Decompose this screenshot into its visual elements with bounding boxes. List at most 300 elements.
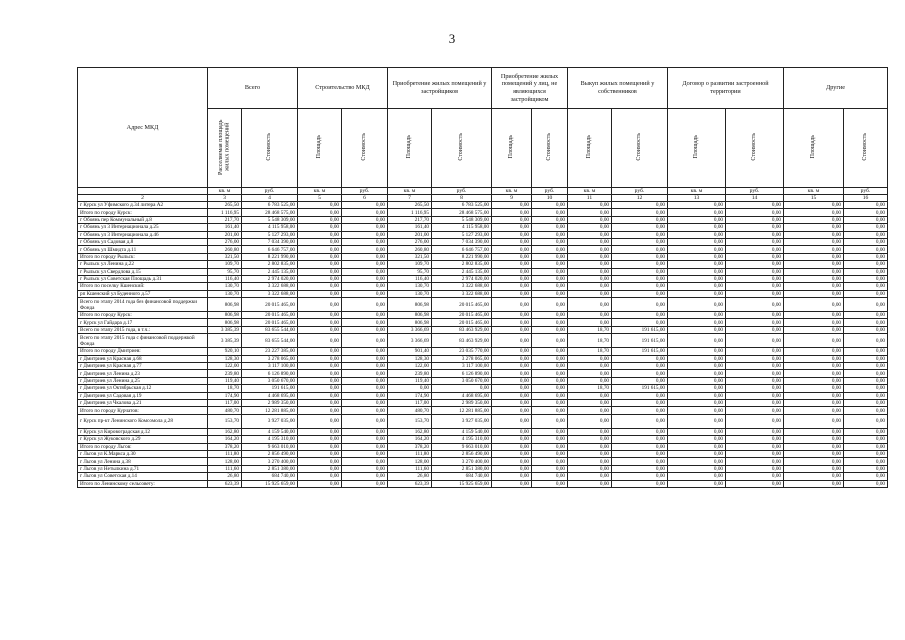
value-cell: 0,00 — [612, 355, 668, 362]
value-cell: 0,00 — [568, 231, 612, 238]
value-cell: 0,00 — [532, 436, 568, 443]
value-cell: 0,00 — [668, 216, 726, 223]
value-cell: 0,00 — [492, 480, 532, 487]
value-cell: 191 615,00 — [612, 348, 668, 355]
value-cell: 0,00 — [298, 385, 342, 392]
unit-label: руб. — [432, 188, 492, 195]
units-address-cell — [78, 188, 208, 195]
value-cell: 0,00 — [568, 443, 612, 450]
table-row — [78, 298, 888, 312]
value-cell: 3 366,69 — [388, 334, 432, 348]
value-cell: 0,00 — [492, 268, 532, 275]
value-cell: 0,00 — [492, 399, 532, 406]
unit-label: кв. м — [208, 188, 242, 195]
value-cell: 0,00 — [784, 355, 844, 362]
value-cell: 0,00 — [844, 473, 888, 480]
value-cell: 117,00 — [388, 399, 432, 406]
subcolumn-label: Стоимость — [546, 133, 553, 161]
header-numbers-row — [78, 195, 888, 202]
column-number: 16 — [844, 195, 888, 202]
value-cell: 3 050 670,00 — [242, 377, 298, 384]
value-cell: 0,00 — [342, 268, 388, 275]
table-row — [78, 392, 888, 399]
value-cell: 0,00 — [342, 326, 388, 333]
value-cell: 0,00 — [298, 414, 342, 428]
value-cell: 0,00 — [726, 290, 784, 297]
value-cell: 0,00 — [342, 246, 388, 253]
value-cell: 23 227 385,00 — [242, 348, 298, 355]
value-cell: 0,00 — [668, 334, 726, 348]
table-row — [78, 238, 888, 245]
column-number: 13 — [668, 195, 726, 202]
value-cell: 0,00 — [612, 443, 668, 450]
value-cell: 5 127 293,00 — [242, 231, 298, 238]
table-row — [78, 312, 888, 319]
value-cell: 9 663 010,00 — [242, 443, 298, 450]
value-cell: 26,80 — [208, 473, 242, 480]
value-cell: 12 281 885,00 — [242, 407, 298, 414]
value-cell: 0,00 — [568, 414, 612, 428]
value-cell: 0,00 — [668, 377, 726, 384]
address-cell: г Льгов ул К.Маркса д.30 — [78, 450, 208, 457]
value-cell: 0,00 — [568, 216, 612, 223]
value-cell: 15 925 659,00 — [242, 480, 298, 487]
value-cell: 0,00 — [532, 231, 568, 238]
value-cell: 0,00 — [532, 473, 568, 480]
value-cell: 95,70 — [208, 268, 242, 275]
value-cell: 0,00 — [668, 370, 726, 377]
subcolumn-label: Расселяемая площадь жилых помещений — [217, 119, 231, 175]
value-cell: 0,00 — [844, 326, 888, 333]
value-cell: 0,00 — [726, 473, 784, 480]
value-cell: 0,00 — [532, 202, 568, 209]
value-cell: 0,00 — [492, 298, 532, 312]
value-cell: 0,00 — [568, 355, 612, 362]
value-cell: 0,00 — [668, 385, 726, 392]
value-cell: 0,00 — [612, 407, 668, 414]
address-cell: г Дмитриев ул Красная д.77 — [78, 363, 208, 370]
value-cell: 0,00 — [612, 428, 668, 435]
value-cell: 0,00 — [568, 238, 612, 245]
subcolumn-label: Площадь — [810, 135, 817, 159]
address-cell: г Курск ул Гайдара д.17 — [78, 319, 208, 326]
column-number: 2 — [78, 195, 208, 202]
value-cell: 0,00 — [784, 480, 844, 487]
value-cell: 122,00 — [388, 363, 432, 370]
value-cell: 20 015 465,00 — [242, 319, 298, 326]
value-cell: 0,00 — [298, 355, 342, 362]
column-number: 7 — [388, 195, 432, 202]
value-cell: 119,40 — [388, 377, 432, 384]
value-cell: 122,00 — [208, 363, 242, 370]
value-cell: 130,70 — [388, 290, 432, 297]
value-cell: 0,00 — [568, 290, 612, 297]
value-cell: 3 322 688,00 — [432, 283, 492, 290]
value-cell: 0,00 — [298, 473, 342, 480]
value-cell: 0,00 — [668, 480, 726, 487]
value-cell: 5 548 309,00 — [432, 216, 492, 223]
value-cell: 0,00 — [568, 428, 612, 435]
table-row — [78, 450, 888, 457]
value-cell: 3 270 400,00 — [242, 458, 298, 465]
table-row — [78, 202, 888, 209]
value-cell: 0,00 — [298, 407, 342, 414]
value-cell: 276,00 — [388, 238, 432, 245]
value-cell: 4 195 310,00 — [432, 436, 492, 443]
value-cell: 217,70 — [208, 216, 242, 223]
value-cell: 0,00 — [844, 443, 888, 450]
value-cell: 0,00 — [298, 334, 342, 348]
table-row — [78, 253, 888, 260]
value-cell: 0,00 — [568, 209, 612, 216]
value-cell: 18,70 — [208, 385, 242, 392]
value-cell: 174,90 — [388, 392, 432, 399]
table-row — [78, 436, 888, 443]
column-number: 4 — [242, 195, 298, 202]
value-cell: 0,00 — [342, 450, 388, 457]
value-cell: 0,00 — [726, 224, 784, 231]
table-row — [78, 399, 888, 406]
value-cell: 0,00 — [342, 334, 388, 348]
value-cell: 130,70 — [208, 290, 242, 297]
value-cell: 0,00 — [668, 268, 726, 275]
value-cell: 0,00 — [726, 238, 784, 245]
unit-label: руб. — [726, 188, 784, 195]
value-cell: 116,40 — [208, 275, 242, 282]
value-cell: 378,20 — [388, 443, 432, 450]
value-cell: 0,00 — [612, 363, 668, 370]
value-cell: 3 366,69 — [388, 326, 432, 333]
subcolumn-label: Стоимость — [458, 133, 465, 161]
value-cell: 7 034 390,00 — [432, 238, 492, 245]
address-cell: Итого по городу Курчатов: — [78, 407, 208, 414]
column-number: 11 — [568, 195, 612, 202]
value-cell: 0,00 — [342, 377, 388, 384]
table-row — [78, 334, 888, 348]
value-cell: 0,00 — [568, 473, 612, 480]
value-cell: 174,90 — [208, 392, 242, 399]
table-row — [78, 283, 888, 290]
value-cell: 480,70 — [388, 407, 432, 414]
value-cell: 0,00 — [784, 392, 844, 399]
value-cell: 111,80 — [388, 450, 432, 457]
value-cell: 0,00 — [844, 209, 888, 216]
subcolumn-header — [388, 109, 432, 188]
value-cell: 2 856 490,00 — [432, 450, 492, 457]
value-cell: 0,00 — [612, 202, 668, 209]
value-cell: 0,00 — [668, 348, 726, 355]
value-cell: 0,00 — [844, 348, 888, 355]
value-cell: 0,00 — [726, 319, 784, 326]
value-cell: 0,00 — [784, 407, 844, 414]
value-cell: 3 278 065,00 — [242, 355, 298, 362]
value-cell: 0,00 — [668, 443, 726, 450]
page-number: 3 — [448, 31, 456, 46]
value-cell: 0,00 — [726, 392, 784, 399]
value-cell: 0,00 — [784, 290, 844, 297]
address-cell: г Льгов ул Советская д.14 — [78, 473, 208, 480]
value-cell: 0,00 — [532, 480, 568, 487]
value-cell: 0,00 — [668, 319, 726, 326]
value-cell: 0,00 — [568, 224, 612, 231]
value-cell: 4 468 695,00 — [242, 392, 298, 399]
value-cell: 0,00 — [612, 224, 668, 231]
table-row — [78, 407, 888, 414]
value-cell: 0,00 — [784, 428, 844, 435]
address-cell: Всего по этапу 2014 года без финансовой поддержки Фонда — [78, 298, 208, 312]
value-cell: 0,00 — [612, 209, 668, 216]
value-cell: 12 281 885,00 — [432, 407, 492, 414]
subcolumn-label: Площадь — [406, 135, 413, 159]
table-row — [78, 326, 888, 333]
value-cell: 95,70 — [388, 268, 432, 275]
value-cell: 0,00 — [726, 414, 784, 428]
table-row — [78, 209, 888, 216]
address-cell: г Обоянь ул Садовая д.8 — [78, 238, 208, 245]
value-cell: 6 126 890,00 — [432, 370, 492, 377]
value-cell: 0,00 — [784, 370, 844, 377]
value-cell: 191 615,00 — [612, 334, 668, 348]
value-cell: 3 927 035,00 — [432, 414, 492, 428]
value-cell: 0,00 — [612, 238, 668, 245]
column-number: 3 — [208, 195, 242, 202]
value-cell: 3 385,39 — [208, 326, 242, 333]
table-row — [78, 465, 888, 472]
table-row — [78, 473, 888, 480]
value-cell: 0,00 — [726, 246, 784, 253]
value-cell: 0,00 — [492, 473, 532, 480]
value-cell: 191 615,00 — [612, 385, 668, 392]
subcolumn-header — [532, 109, 568, 188]
value-cell: 0,00 — [492, 428, 532, 435]
value-cell: 217,70 — [388, 216, 432, 223]
value-cell: 0,00 — [726, 334, 784, 348]
value-cell: 0,00 — [298, 261, 342, 268]
value-cell: 0,00 — [668, 428, 726, 435]
value-cell: 0,00 — [492, 326, 532, 333]
value-cell: 0,00 — [726, 436, 784, 443]
value-cell: 8 221 990,00 — [242, 253, 298, 260]
value-cell: 0,00 — [568, 436, 612, 443]
value-cell: 0,00 — [298, 283, 342, 290]
value-cell: 83 655 544,00 — [242, 334, 298, 348]
value-cell: 0,00 — [342, 231, 388, 238]
value-cell: 6 126 890,00 — [242, 370, 298, 377]
value-cell: 0,00 — [568, 480, 612, 487]
table-row — [78, 363, 888, 370]
value-cell: 161,40 — [208, 224, 242, 231]
subcolumn-header — [612, 109, 668, 188]
value-cell: 0,00 — [532, 458, 568, 465]
value-cell: 0,00 — [342, 436, 388, 443]
value-cell: 3 322 688,00 — [432, 290, 492, 297]
value-cell: 0,00 — [784, 458, 844, 465]
value-cell: 0,00 — [342, 480, 388, 487]
value-cell: 0,00 — [668, 399, 726, 406]
value-cell: 0,00 — [492, 224, 532, 231]
value-cell: 0,00 — [668, 246, 726, 253]
value-cell: 0,00 — [844, 407, 888, 414]
value-cell: 0,00 — [532, 312, 568, 319]
value-cell: 0,00 — [298, 312, 342, 319]
value-cell: 0,00 — [298, 370, 342, 377]
value-cell: 0,00 — [342, 224, 388, 231]
value-cell: 806,98 — [208, 319, 242, 326]
value-cell: 3 322 688,00 — [242, 283, 298, 290]
value-cell: 0,00 — [492, 348, 532, 355]
column-number: 5 — [298, 195, 342, 202]
subcolumn-header — [568, 109, 612, 188]
value-cell: 0,00 — [844, 370, 888, 377]
value-cell: 0,00 — [784, 312, 844, 319]
unit-label: кв. м — [784, 188, 844, 195]
unit-label: кв. м — [492, 188, 532, 195]
group-header: Договор о развитии застроенной территории — [668, 68, 784, 109]
value-cell: 83 463 929,00 — [432, 326, 492, 333]
address-cell: рп Кшенский ул Буденного д.57 — [78, 290, 208, 297]
value-cell: 0,00 — [342, 298, 388, 312]
value-cell: 9 663 010,00 — [432, 443, 492, 450]
column-number: 14 — [726, 195, 784, 202]
value-cell: 0,00 — [726, 428, 784, 435]
value-cell: 0,00 — [726, 355, 784, 362]
value-cell: 0,00 — [612, 392, 668, 399]
address-cell: Итого по поселку Кшенский: — [78, 283, 208, 290]
value-cell: 0,00 — [784, 443, 844, 450]
address-cell: г Дмитриев ул Чкалова д.21 — [78, 399, 208, 406]
value-cell: 0,00 — [492, 363, 532, 370]
group-header: Приобретение жилых помещений у застройщиков — [388, 68, 492, 109]
unit-label: кв. м — [388, 188, 432, 195]
value-cell: 0,00 — [668, 392, 726, 399]
value-cell: 0,00 — [668, 283, 726, 290]
value-cell: 0,00 — [342, 473, 388, 480]
value-cell: 0,00 — [844, 392, 888, 399]
value-cell: 111,60 — [208, 465, 242, 472]
value-cell: 0,00 — [298, 377, 342, 384]
value-cell: 0,00 — [612, 216, 668, 223]
value-cell: 0,00 — [668, 231, 726, 238]
subcolumn-label: Стоимость — [361, 133, 368, 161]
value-cell: 0,00 — [492, 458, 532, 465]
group-header: Другие — [784, 68, 888, 109]
value-cell: 806,98 — [388, 312, 432, 319]
value-cell: 0,00 — [532, 268, 568, 275]
value-cell: 0,00 — [568, 399, 612, 406]
value-cell: 0,00 — [532, 414, 568, 428]
value-cell: 0,00 — [568, 268, 612, 275]
value-cell: 0,00 — [342, 355, 388, 362]
value-cell: 201,00 — [388, 231, 432, 238]
value-cell: 0,00 — [492, 450, 532, 457]
value-cell: 0,00 — [668, 465, 726, 472]
table-row — [78, 458, 888, 465]
address-column-header: Адрес МКД — [78, 68, 208, 188]
value-cell: 0,00 — [844, 334, 888, 348]
value-cell: 4 115 958,00 — [432, 224, 492, 231]
value-cell: 239,80 — [388, 370, 432, 377]
value-cell: 0,00 — [784, 450, 844, 457]
value-cell: 0,00 — [298, 465, 342, 472]
value-cell: 0,00 — [784, 209, 844, 216]
address-cell: Всего по этапу 2015 года с финансовой поддержкой Фонда — [78, 334, 208, 348]
value-cell: 0,00 — [726, 268, 784, 275]
table-row — [78, 224, 888, 231]
value-cell: 0,00 — [668, 458, 726, 465]
value-cell: 0,00 — [726, 261, 784, 268]
value-cell: 0,00 — [342, 392, 388, 399]
value-cell: 0,00 — [844, 238, 888, 245]
subcolumn-label: Площадь — [693, 135, 700, 159]
value-cell: 321,50 — [208, 253, 242, 260]
value-cell: 0,00 — [532, 377, 568, 384]
value-cell: 0,00 — [492, 261, 532, 268]
value-cell: 109,70 — [208, 261, 242, 268]
value-cell: 0,00 — [726, 385, 784, 392]
value-cell: 0,00 — [532, 348, 568, 355]
value-cell: 0,00 — [784, 216, 844, 223]
value-cell: 0,00 — [568, 407, 612, 414]
value-cell: 3 117 100,00 — [432, 363, 492, 370]
value-cell: 0,00 — [612, 480, 668, 487]
value-cell: 260,80 — [388, 246, 432, 253]
value-cell: 0,00 — [668, 298, 726, 312]
subcolumn-label: Площадь — [508, 135, 515, 159]
value-cell: 0,00 — [784, 202, 844, 209]
value-cell: 0,00 — [726, 209, 784, 216]
value-cell: 0,00 — [668, 407, 726, 414]
table-row — [78, 290, 888, 297]
value-cell: 0,00 — [532, 407, 568, 414]
value-cell: 0,00 — [726, 370, 784, 377]
value-cell: 0,00 — [532, 209, 568, 216]
table-row — [78, 370, 888, 377]
value-cell: 0,00 — [844, 312, 888, 319]
value-cell: 4 159 540,00 — [242, 428, 298, 435]
value-cell: 128,00 — [388, 458, 432, 465]
value-cell: 0,00 — [784, 385, 844, 392]
value-cell: 0,00 — [432, 385, 492, 392]
table-body — [78, 202, 888, 488]
value-cell: 2 802 835,00 — [242, 261, 298, 268]
unit-label: руб. — [242, 188, 298, 195]
subcolumn-label: Стоимость — [266, 133, 273, 161]
value-cell: 0,00 — [784, 238, 844, 245]
value-cell: 0,00 — [568, 392, 612, 399]
table-row — [78, 261, 888, 268]
value-cell: 0,00 — [844, 298, 888, 312]
value-cell: 0,00 — [784, 348, 844, 355]
subcolumn-header — [298, 109, 342, 188]
value-cell: 3 117 100,00 — [242, 363, 298, 370]
value-cell: 0,00 — [298, 436, 342, 443]
value-cell: 0,00 — [568, 450, 612, 457]
value-cell: 0,00 — [668, 290, 726, 297]
unit-label: кв. м — [568, 188, 612, 195]
value-cell: 0,00 — [668, 363, 726, 370]
value-cell: 265,50 — [208, 202, 242, 209]
value-cell: 4 115 958,00 — [242, 224, 298, 231]
value-cell: 0,00 — [726, 465, 784, 472]
value-cell: 0,00 — [784, 399, 844, 406]
value-cell: 0,00 — [492, 385, 532, 392]
value-cell: 806,98 — [388, 298, 432, 312]
value-cell: 0,00 — [568, 298, 612, 312]
value-cell: 0,00 — [532, 370, 568, 377]
value-cell: 0,00 — [342, 209, 388, 216]
value-cell: 0,00 — [612, 458, 668, 465]
value-cell: 0,00 — [342, 283, 388, 290]
